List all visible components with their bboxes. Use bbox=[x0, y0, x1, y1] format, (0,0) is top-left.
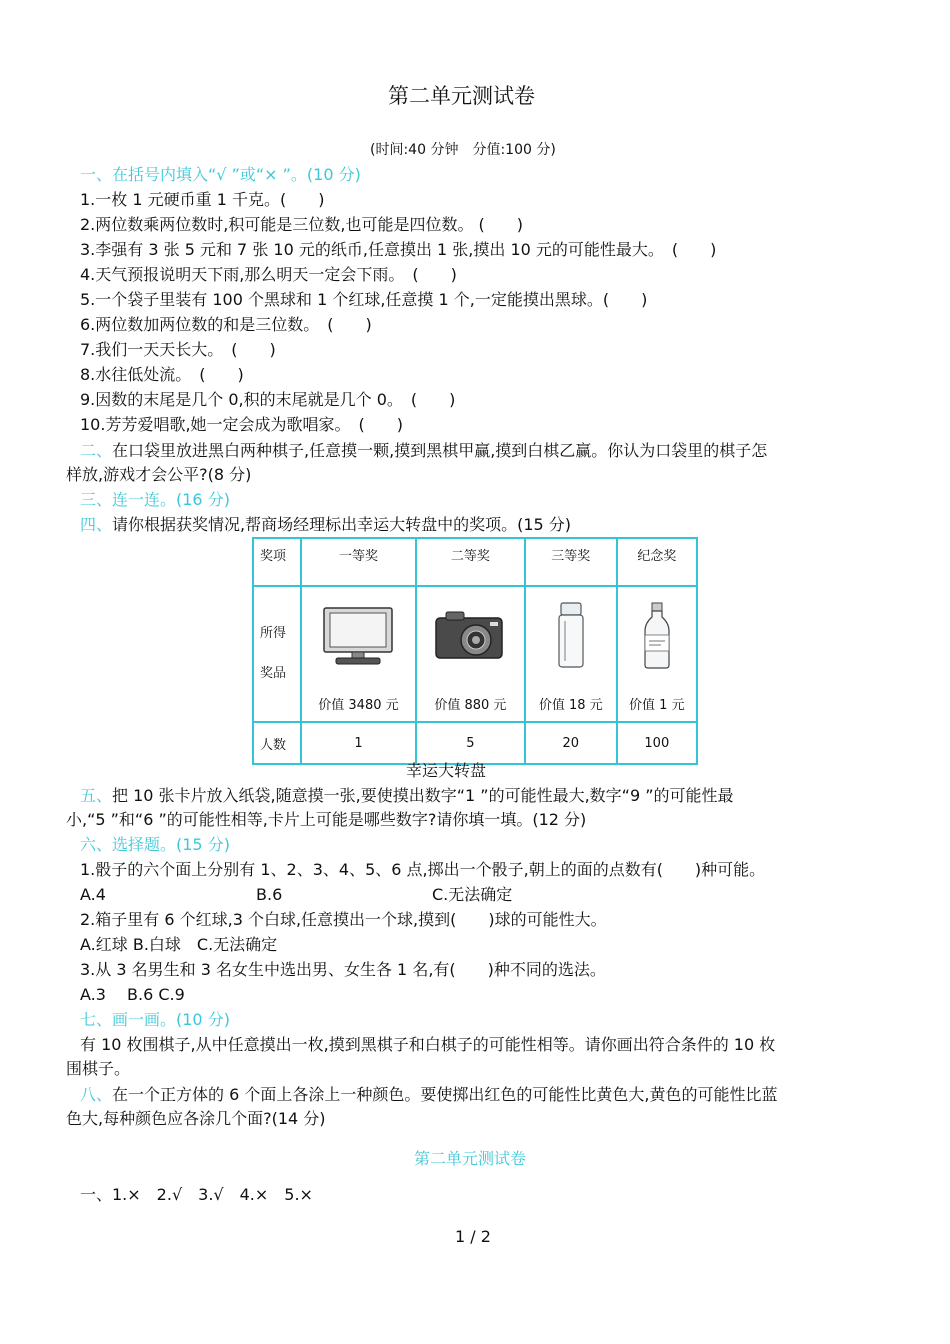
wheel-caption: 幸运大转盘 bbox=[406, 761, 487, 780]
header-third-prize: 三等奖 bbox=[525, 538, 617, 586]
s6-q1-option-c: C.无法确定 bbox=[432, 885, 513, 904]
s5-number: 五、 bbox=[80, 786, 113, 805]
prize-row-label-line1: 所得 bbox=[260, 626, 287, 641]
header-second-prize: 二等奖 bbox=[416, 538, 525, 586]
s6-q2-options: A.红球 B.白球 C.无法确定 bbox=[80, 935, 278, 954]
section-7-line2: 围棋子。 bbox=[66, 1059, 131, 1078]
s8-number: 八、 bbox=[80, 1085, 113, 1104]
answer-title: 第二单元测试卷 bbox=[414, 1149, 527, 1168]
prize-row-label bbox=[253, 586, 301, 722]
count-row-label: 人数 bbox=[253, 722, 301, 764]
s1-item-4: 4.天气预报说明天下雨,那么明天一定会下雨。 ( ) bbox=[80, 265, 457, 284]
section-5-line1 bbox=[80, 786, 734, 806]
s1-item-5: 5.一个袋子里装有 100 个黑球和 1 个红球,任意摸 1 个,一定能摸出黑球。( ) bbox=[80, 290, 648, 309]
s6-question-1: 1.骰子的六个面上分别有 1、2、3、4、5、6 点,掷出一个骰子,朝上的面的点数有( )种可能。 bbox=[80, 860, 766, 879]
s6-q1-option-a: A.4 bbox=[80, 885, 106, 904]
price-first: 价值 3480 元 bbox=[318, 697, 399, 713]
section-8-line2: 色大,每种颜色应各涂几个面?(14 分) bbox=[66, 1109, 326, 1128]
prize-row-label-line2: 奖品 bbox=[260, 666, 287, 681]
section-4-heading bbox=[80, 515, 571, 535]
s1-item-2: 2.两位数乘两位数时,积可能是三位数,也可能是四位数。 ( ) bbox=[80, 215, 524, 234]
price-second: 价值 880 元 bbox=[434, 697, 507, 713]
s6-question-2: 2.箱子里有 6 个红球,3 个白球,任意摸出一个球,摸到( )球的可能性大。 bbox=[80, 910, 607, 929]
s2-text: 在口袋里放进黑白两种棋子,任意摸一颗,摸到黑棋甲赢,摸到白棋乙赢。你认为口袋里的棋子怎 bbox=[112, 441, 768, 460]
prize-table bbox=[252, 537, 698, 765]
s6-question-3: 3.从 3 名男生和 3 名女生中选出男、女生各 1 名,有( )种不同的选法。 bbox=[80, 960, 606, 979]
section-1-heading: 一、在括号内填入“√ ”或“× ”。(10 分) bbox=[80, 165, 361, 184]
section-6-heading: 六、选择题。(15 分) bbox=[80, 835, 230, 854]
s1-item-1: 1.一枚 1 元硬币重 1 千克。( ) bbox=[80, 190, 325, 209]
section-7-heading: 七、画一画。(10 分) bbox=[80, 1010, 230, 1029]
s4-text: 请你根据获奖情况,帮商场经理标出幸运大转盘中的奖项。(15 分) bbox=[112, 515, 572, 534]
count-third: 20 bbox=[525, 722, 617, 764]
cup-icon bbox=[554, 601, 588, 671]
section-2-line1 bbox=[80, 441, 767, 461]
section-5-line2: 小,“5 ”和“6 ”的可能性相等,卡片上可能是哪些数字?请你填一填。(12 分) bbox=[66, 810, 587, 829]
s1-item-8: 8.水往低处流。 ( ) bbox=[80, 365, 244, 384]
count-first: 1 bbox=[301, 722, 416, 764]
s1-item-9: 9.因数的末尾是几个 0,积的末尾就是几个 0。 ( ) bbox=[80, 390, 456, 409]
tv-icon bbox=[318, 605, 398, 667]
count-second: 5 bbox=[416, 722, 525, 764]
header-prize-label: 奖项 bbox=[253, 538, 301, 586]
s4-number: 四、 bbox=[80, 515, 113, 534]
prize-cell-tv bbox=[301, 586, 416, 722]
section-3-heading: 三、连一连。(16 分) bbox=[80, 490, 230, 509]
s2-number: 二、 bbox=[80, 441, 113, 460]
count-souvenir: 100 bbox=[617, 722, 697, 764]
camera-icon bbox=[432, 608, 508, 664]
answer-line: 一、1.× 2.√ 3.√ 4.× 5.× bbox=[80, 1185, 313, 1204]
header-souvenir-prize: 纪念奖 bbox=[617, 538, 697, 586]
price-third: 价值 18 元 bbox=[538, 697, 603, 713]
s5-text: 把 10 张卡片放入纸袋,随意摸一张,要使摸出数字“1 ”的可能性最大,数字“9 ”的可能性最 bbox=[112, 786, 734, 805]
exam-subtitle: (时间:40 分钟 分值:100 分) bbox=[370, 142, 556, 158]
s1-item-6: 6.两位数加两位数的和是三位数。 ( ) bbox=[80, 315, 372, 334]
s8-text: 在一个正方体的 6 个面上各涂上一种颜色。要使掷出红色的可能性比黄色大,黄色的可能性比蓝 bbox=[112, 1085, 778, 1104]
section-8-line1 bbox=[80, 1085, 777, 1105]
s1-item-3: 3.李强有 3 张 5 元和 7 张 10 元的纸币,任意摸出 1 张,摸出 10 元的可能性最大。 ( ) bbox=[80, 240, 717, 259]
section-2-line2: 样放,游戏才会公平?(8 分) bbox=[66, 465, 252, 484]
prize-cell-cup bbox=[525, 586, 617, 722]
header-first-prize: 一等奖 bbox=[301, 538, 416, 586]
section-7-line1: 有 10 枚围棋子,从中任意摸出一枚,摸到黑棋子和白棋子的可能性相等。请你画出符合条件的 10 枚 bbox=[80, 1035, 776, 1054]
s1-item-10: 10.芳芳爱唱歌,她一定会成为歌唱家。 ( ) bbox=[80, 415, 404, 434]
prize-cell-camera bbox=[416, 586, 525, 722]
prize-cell-bottle bbox=[617, 586, 697, 722]
s1-item-7: 7.我们一天天长大。 ( ) bbox=[80, 340, 276, 359]
page-number: 1 / 2 bbox=[455, 1227, 491, 1246]
price-souvenir: 价值 1 元 bbox=[629, 697, 685, 713]
bottle-icon bbox=[640, 601, 674, 671]
s6-q3-options: A.3 B.6 C.9 bbox=[80, 985, 185, 1004]
s6-q1-option-b: B.6 bbox=[256, 885, 283, 904]
page-title: 第二单元测试卷 bbox=[388, 84, 535, 108]
